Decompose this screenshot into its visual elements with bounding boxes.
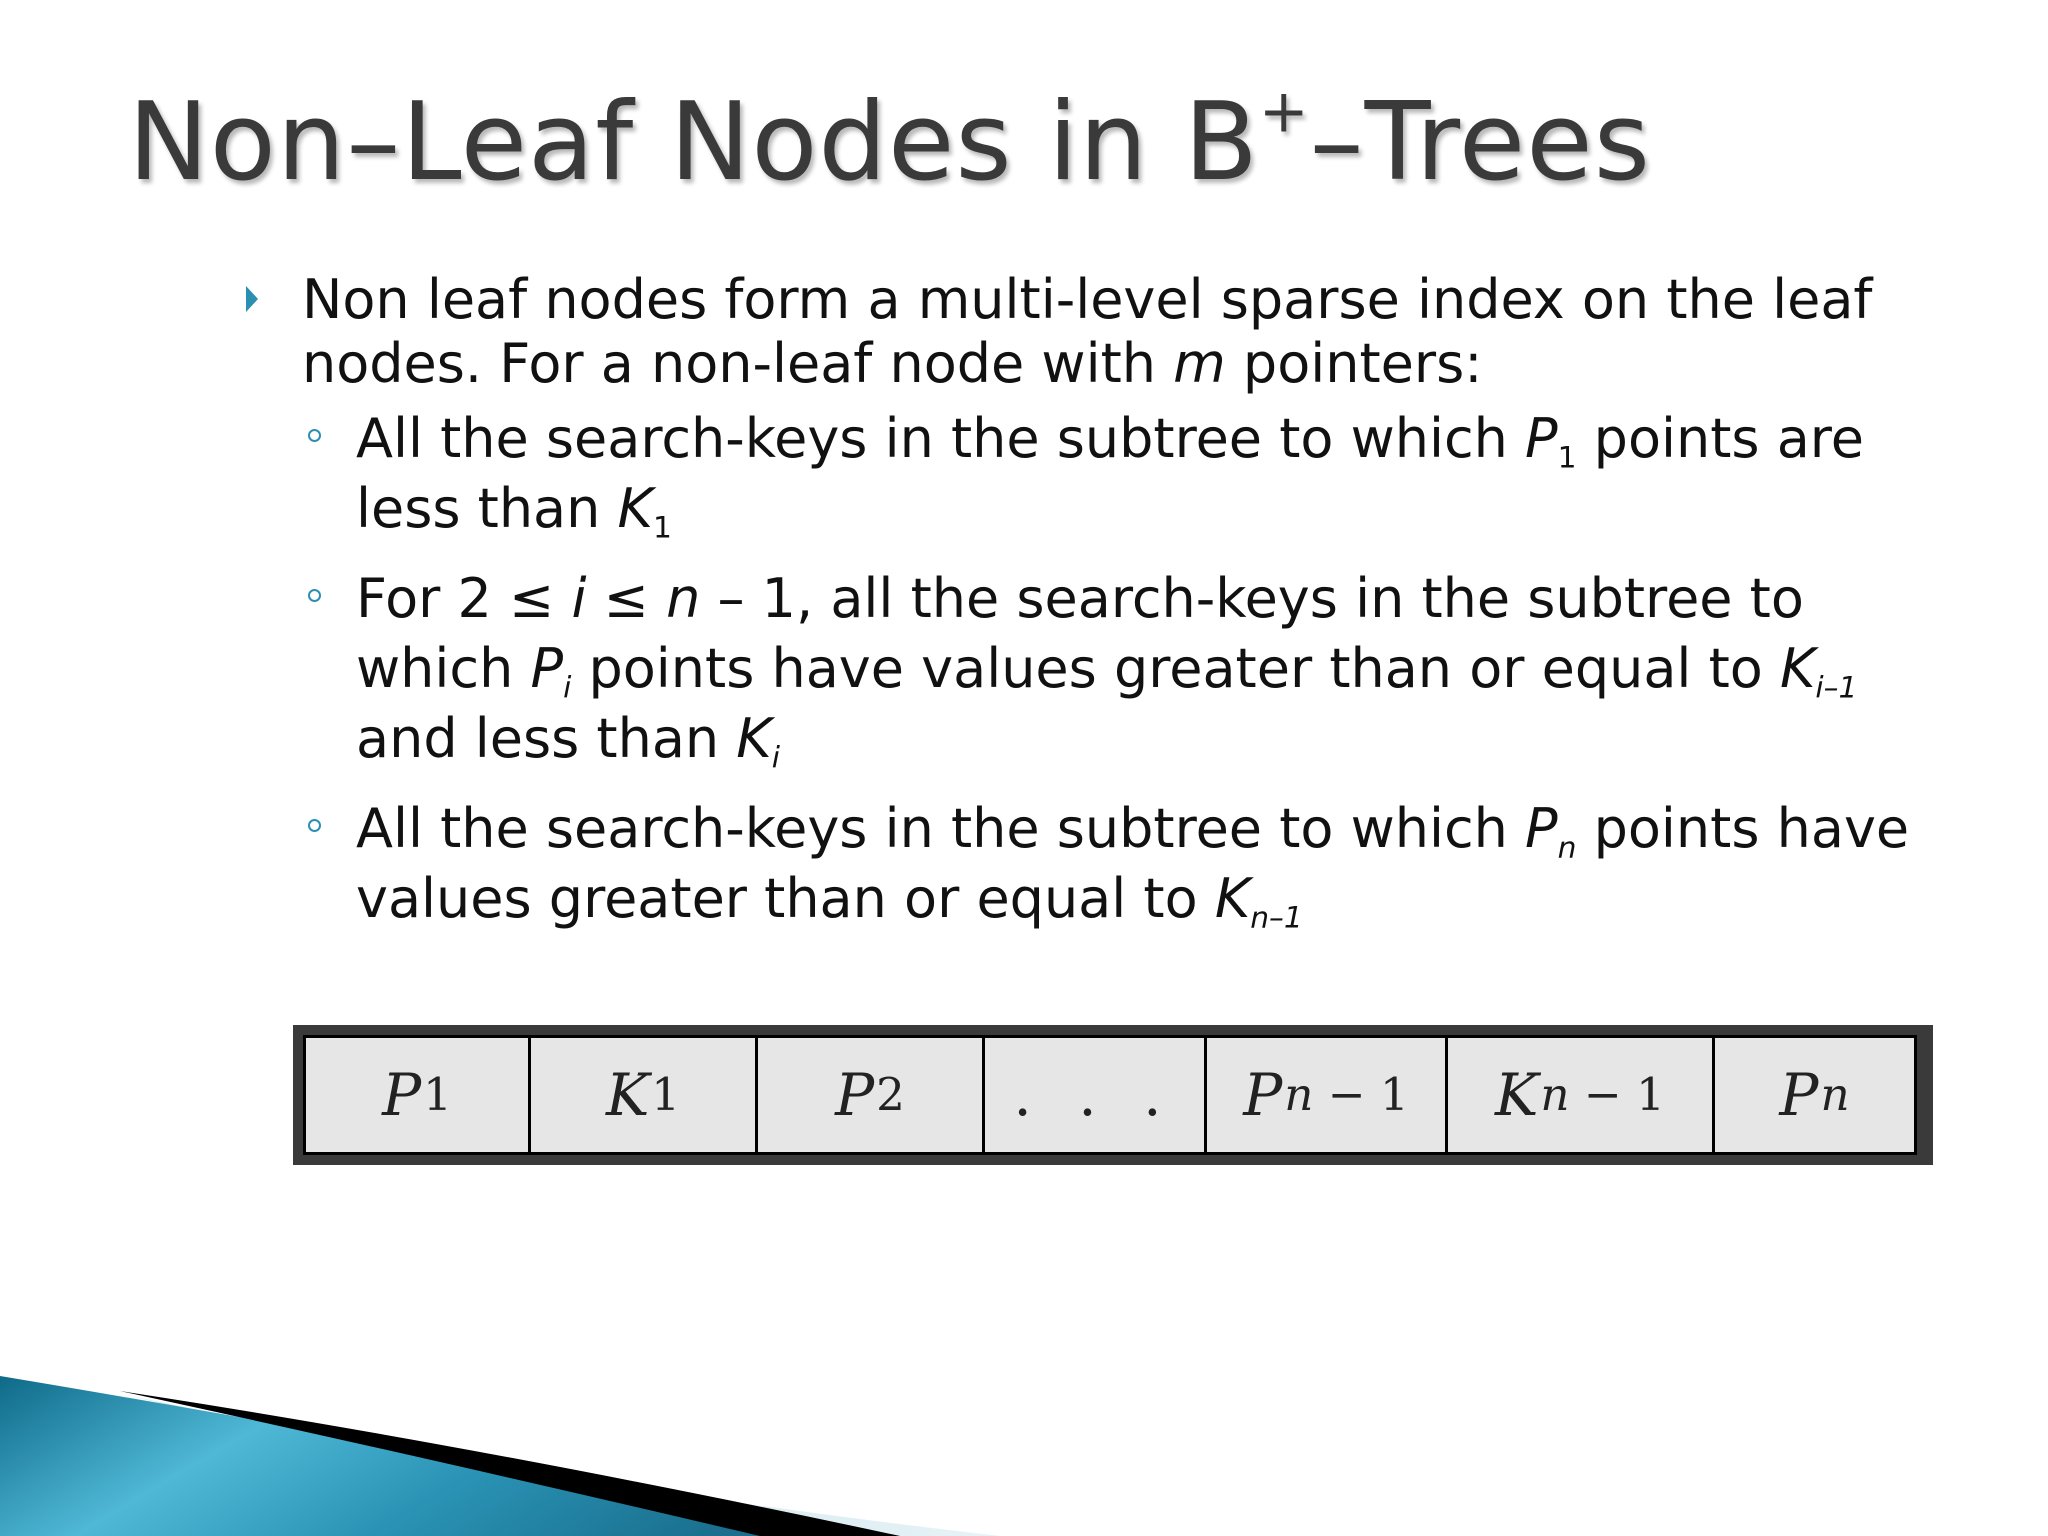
text: and less than <box>356 707 737 770</box>
slide-content <box>246 268 1926 954</box>
var: i <box>571 567 587 630</box>
subscript: 1 <box>1557 440 1577 476</box>
cell-sub-num: 2 <box>876 1068 905 1121</box>
corner-decoration <box>0 1296 1000 1536</box>
text: ≤ <box>586 567 667 630</box>
node-cell-pn-1 <box>1207 1038 1448 1152</box>
cell-sub-num: 1 <box>423 1068 452 1121</box>
subscript-var: i <box>563 670 572 706</box>
var: K <box>1214 867 1251 930</box>
main-bullet-line2b: pointers: <box>1225 332 1483 395</box>
sub-bullet-list <box>246 404 1926 934</box>
title-text: Non–Leaf Nodes in B <box>128 80 1259 205</box>
subscript-var: i <box>771 740 780 776</box>
node-cell-k1 <box>531 1038 758 1152</box>
text: points have values greater than or equal to <box>356 797 1910 930</box>
cell-base: P <box>1779 1061 1819 1129</box>
cell-base: K <box>605 1061 650 1129</box>
var: K <box>617 477 653 540</box>
var: K <box>1779 637 1816 700</box>
subscript-var: n–1 <box>1250 900 1303 936</box>
cell-sub-var: n <box>1540 1068 1570 1121</box>
circle-bullet-icon <box>308 429 321 442</box>
node-structure-diagram <box>293 1025 1933 1165</box>
cell-sub-var: n <box>1284 1068 1314 1121</box>
main-bullet-line1: Non leaf nodes form a multi-level sparse index on the leaf <box>302 268 1873 331</box>
var: P <box>1525 797 1558 860</box>
subscript <box>1250 900 1303 935</box>
node-cell-pn <box>1715 1038 1914 1152</box>
cell-base: P <box>835 1061 875 1129</box>
triangle-bullet-icon <box>246 286 258 312</box>
cell-sub-num: − 1 <box>1313 1068 1409 1121</box>
sub-bullet-3 <box>246 794 1926 934</box>
slide-title <box>128 78 1651 208</box>
text: points are less than <box>356 407 1865 540</box>
subscript <box>1815 670 1857 705</box>
cell-sub-num: 1 <box>651 1068 681 1121</box>
subscript <box>772 740 780 775</box>
var: P <box>530 637 564 700</box>
main-bullet <box>246 268 1926 396</box>
node-cell-p1 <box>306 1038 531 1152</box>
node-cell-p2 <box>758 1038 985 1152</box>
cell-base: K <box>1495 1061 1539 1129</box>
subscript-var: n <box>1557 830 1577 866</box>
cell-sub-var: n <box>1820 1068 1850 1121</box>
main-bullet-line2a: nodes. For a non-leaf node with <box>302 332 1174 395</box>
node-cell-kn-1 <box>1448 1038 1715 1152</box>
node-cells-row <box>303 1035 1917 1155</box>
sub-bullet-1 <box>246 404 1926 544</box>
sub-bullet-2 <box>246 564 1926 774</box>
text: For 2 ≤ <box>356 567 572 630</box>
text: All the search-keys in the subtree to which <box>356 797 1526 860</box>
subscript-var: i–1 <box>1815 670 1858 706</box>
node-cell-ellipsis <box>985 1038 1207 1152</box>
title-superscript: + <box>1258 77 1310 147</box>
circle-bullet-icon <box>308 819 321 832</box>
var: n <box>666 567 701 630</box>
cell-base: P <box>382 1061 422 1129</box>
cell-sub-num: − 1 <box>1569 1068 1665 1121</box>
var: P <box>1525 407 1558 470</box>
title-suffix: –Trees <box>1309 80 1651 205</box>
text: points have values greater than or equal to <box>571 637 1780 700</box>
circle-bullet-icon <box>308 589 321 602</box>
main-bullet-var-m: m <box>1173 332 1226 395</box>
var: K <box>736 707 772 770</box>
subscript: 1 <box>652 510 672 546</box>
text: All the search-keys in the subtree to which <box>356 407 1526 470</box>
text: – 1, all the search-keys in the subtree to which <box>356 567 1804 700</box>
subscript <box>1558 830 1577 865</box>
cell-dots: . . . <box>1013 1061 1176 1129</box>
cell-base: P <box>1243 1061 1283 1129</box>
